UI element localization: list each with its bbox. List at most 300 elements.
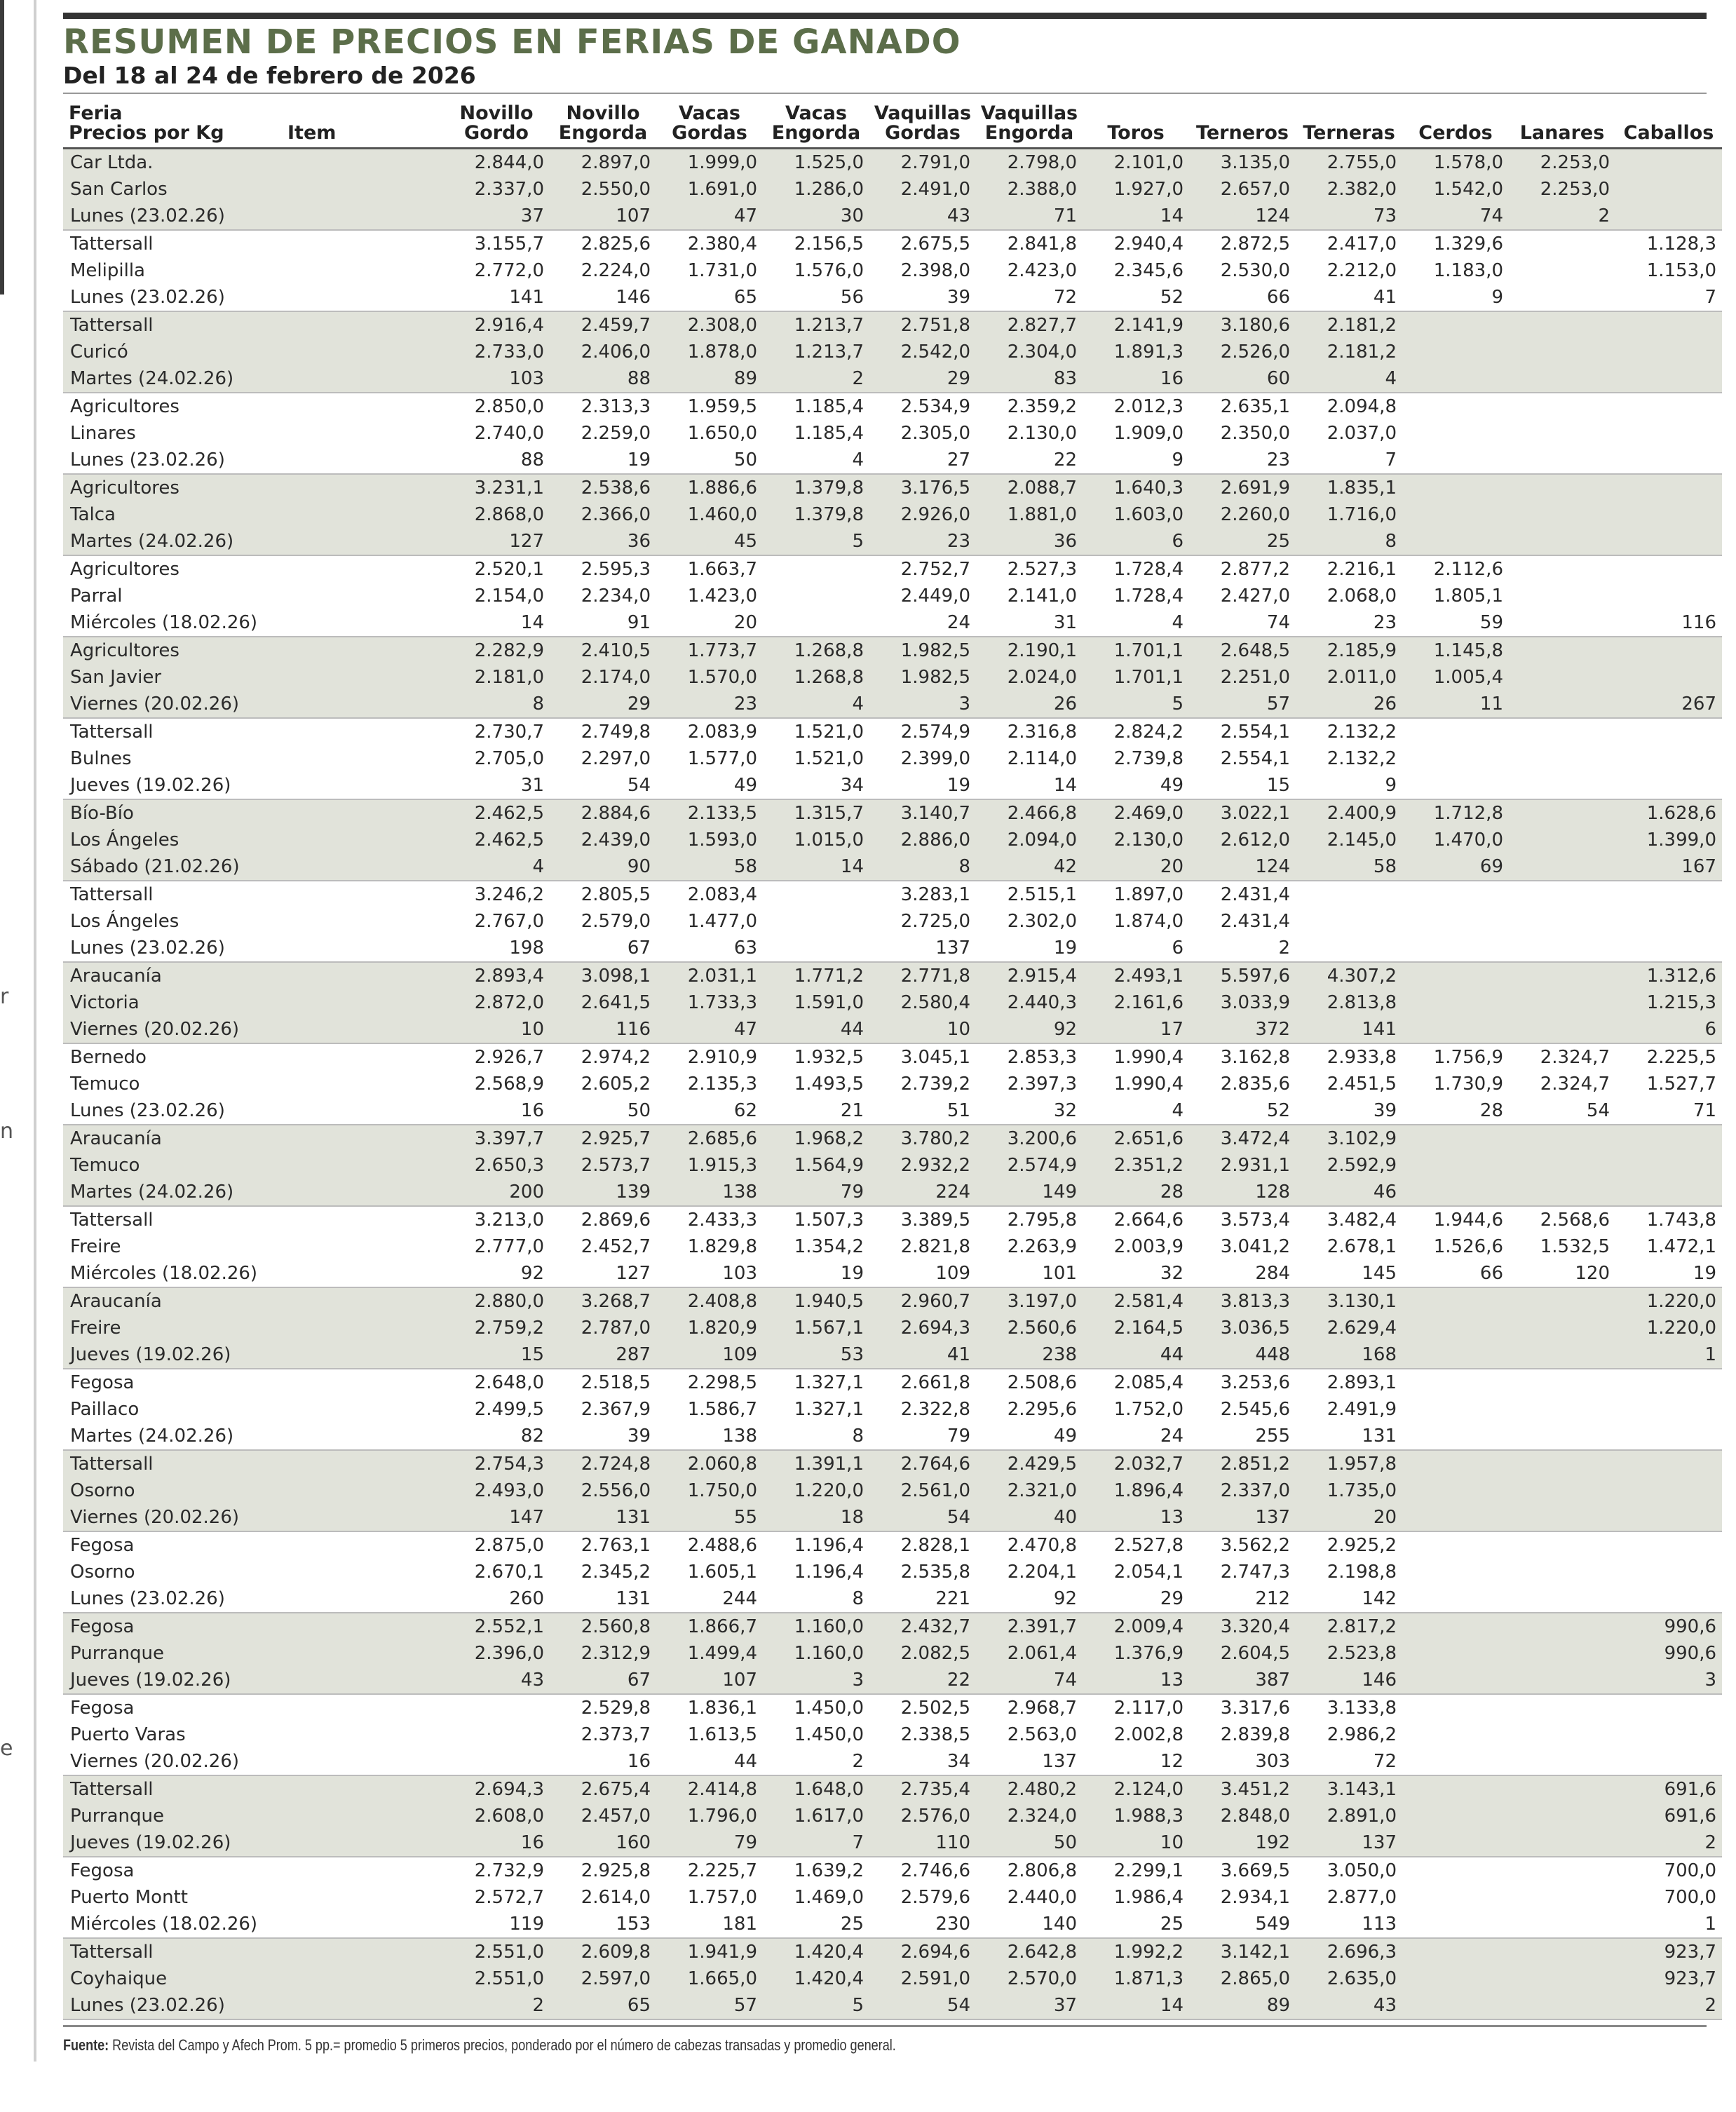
item-cell [282, 1640, 443, 1667]
price-cell: 1.940,5 [763, 1287, 869, 1315]
price-cell: 19 [1615, 1260, 1722, 1287]
price-cell [1509, 1884, 1615, 1911]
feria-cell: Tattersall [63, 1775, 282, 1803]
price-cell: 2.031,1 [656, 962, 763, 989]
price-cell: 19 [550, 447, 656, 474]
price-cell: 1.376,9 [1083, 1640, 1189, 1667]
item-cell [282, 447, 443, 474]
price-cell [1509, 420, 1615, 447]
price-cell: 146 [1296, 1667, 1402, 1694]
price-cell: 2.733,0 [443, 339, 550, 365]
price-cell [1615, 583, 1722, 609]
table-row [63, 1396, 1722, 1423]
item-cell [282, 881, 443, 908]
price-cell: 1.220,0 [1615, 1287, 1722, 1315]
price-cell: 3.253,6 [1220, 1372, 1290, 1393]
price-cell: 2.893,4 [443, 962, 550, 989]
price-cell [1402, 935, 1509, 962]
table-row [63, 1315, 1722, 1341]
price-cell [1509, 1829, 1615, 1857]
price-cell: 2.841,8 [1007, 233, 1077, 255]
price-cell: 1.145,8 [1402, 637, 1509, 664]
table-row [63, 1097, 1722, 1125]
price-cell: 2.493,0 [443, 1477, 550, 1504]
price-cell: 90 [550, 853, 656, 881]
feria-cell: Miércoles (18.02.26) [63, 609, 282, 637]
price-cell: 2.538,6 [550, 474, 656, 501]
price-cell: 2.398,0 [900, 260, 970, 281]
price-cell: 57 [1189, 691, 1296, 718]
table-row [63, 1965, 1722, 1992]
price-cell: 198 [443, 935, 550, 962]
price-cell: 47 [656, 1016, 763, 1043]
feria-cell: Lunes (23.02.26) [63, 203, 282, 230]
price-cell [1509, 1721, 1615, 1748]
feria-cell: Sábado (21.02.26) [63, 853, 282, 881]
item-cell [282, 1369, 443, 1396]
price-cell [1509, 1911, 1615, 1938]
price-cell: 2.968,7 [1007, 1698, 1077, 1719]
price-cell [1615, 149, 1722, 177]
price-cell: 79 [869, 1423, 976, 1450]
price-cell: 2.974,2 [581, 1047, 651, 1068]
feria-cell: Bulnes [70, 748, 132, 769]
price-cell: 2.886,0 [869, 827, 976, 853]
price-cell [1509, 1667, 1615, 1694]
price-cell: 2.916,4 [443, 311, 550, 339]
price-cell: 1.379,8 [763, 501, 869, 528]
price-cell: 124 [1189, 853, 1296, 881]
item-cell [282, 718, 443, 745]
item-cell [282, 1965, 443, 1992]
price-cell: 1.909,0 [1113, 423, 1184, 444]
price-cell: 131 [550, 1585, 656, 1613]
price-cell: 2.527,8 [1113, 1535, 1184, 1556]
item-cell [282, 420, 443, 447]
price-cell: 1.420,4 [763, 1938, 869, 1965]
price-cell [1402, 1992, 1509, 2019]
price-cell [1402, 1179, 1509, 1206]
price-cell [1402, 1938, 1509, 1965]
price-cell [1615, 420, 1722, 447]
price-cell: 16 [1083, 365, 1189, 393]
price-cell: 2.312,9 [550, 1640, 656, 1667]
price-cell [1615, 1396, 1722, 1423]
price-cell: 1.213,7 [763, 339, 869, 365]
price-cell: 2 [1615, 1992, 1722, 2019]
price-cell: 1.743,8 [1646, 1210, 1716, 1231]
price-cell: 2.396,0 [443, 1640, 550, 1667]
price-cell: 30 [763, 203, 869, 230]
table-row [63, 501, 1722, 528]
price-cell: 2.466,8 [976, 799, 1083, 827]
price-cell: 23 [1296, 609, 1402, 637]
price-cell: 2.350,0 [1220, 423, 1290, 444]
price-cell: 2.345,2 [581, 1562, 651, 1583]
price-cell [1402, 501, 1509, 528]
price-cell [1296, 881, 1402, 908]
price-cell: 69 [1402, 853, 1509, 881]
table-row [63, 1803, 1722, 1829]
price-cell: 2.304,0 [976, 339, 1083, 365]
price-cell [1509, 691, 1615, 718]
price-cell: 37 [976, 1992, 1083, 2019]
column-header: Toros [1107, 122, 1165, 144]
price-cell: 137 [1296, 1829, 1402, 1857]
price-cell [1509, 583, 1615, 609]
price-cell: 8 [763, 1423, 869, 1450]
price-cell: 1.521,0 [794, 722, 864, 743]
price-cell: 109 [656, 1341, 763, 1369]
item-cell [282, 853, 443, 881]
feria-cell: Tattersall [63, 311, 282, 339]
price-cell [1402, 1016, 1509, 1043]
price-cell: 2.891,0 [1296, 1803, 1402, 1829]
price-cell: 2.400,9 [1296, 799, 1402, 827]
price-cell: 2.083,4 [687, 884, 757, 905]
price-cell: 6 [1615, 1016, 1722, 1043]
price-cell [1509, 1531, 1615, 1559]
price-cell: 2.253,0 [1509, 149, 1615, 177]
price-cell: 2.747,3 [1220, 1562, 1290, 1583]
price-cell: 142 [1296, 1585, 1402, 1613]
price-cell: 9 [1083, 447, 1189, 474]
price-cell [1509, 853, 1615, 881]
price-cell: 2.502,5 [900, 1698, 970, 1719]
price-cell [1402, 772, 1509, 799]
feria-cell: Viernes (20.02.26) [63, 691, 282, 718]
price-cell [1509, 501, 1615, 528]
price-cell: 3.180,6 [1189, 311, 1296, 339]
price-cell: 6 [1083, 528, 1189, 555]
price-cell: 36 [976, 528, 1083, 555]
price-cell: 2.397,3 [1007, 1074, 1077, 1095]
item-cell [282, 1315, 443, 1341]
price-cell: 2.705,0 [474, 748, 544, 769]
price-cell: 2.488,6 [687, 1535, 757, 1556]
price-cell: 153 [550, 1911, 656, 1938]
price-cell: 691,6 [1615, 1803, 1722, 1829]
price-cell [1402, 1315, 1509, 1341]
price-cell: 2.181,2 [1296, 339, 1402, 365]
table-row [63, 176, 1722, 203]
price-cell: 52 [1083, 284, 1189, 311]
price-cell [1509, 664, 1615, 691]
price-cell: 2.650,3 [443, 1152, 550, 1179]
column-header: Cerdos [1418, 122, 1493, 144]
price-cell [1509, 1152, 1615, 1179]
price-cell [1615, 935, 1722, 962]
table-row [63, 989, 1722, 1016]
price-cell [1402, 1829, 1509, 1857]
item-cell [282, 691, 443, 718]
price-cell: 2.931,1 [1189, 1152, 1296, 1179]
price-cell: 2.568,9 [474, 1074, 544, 1095]
price-cell: 1.268,8 [763, 637, 869, 664]
price-cell: 74 [1402, 203, 1509, 230]
table-row [63, 339, 1722, 365]
price-cell: 2.117,0 [1113, 1698, 1184, 1719]
price-cell: 1.650,0 [687, 423, 757, 444]
price-cell: 7 [763, 1829, 869, 1857]
price-cell: 2.925,7 [550, 1125, 656, 1152]
price-cell: 2.130,0 [1007, 423, 1077, 444]
price-cell: 2.767,0 [474, 911, 544, 932]
price-cell: 2.491,9 [1327, 1399, 1397, 1420]
price-cell [1402, 365, 1509, 393]
feria-cell: Coyhaique [63, 1965, 282, 1992]
feria-cell: Martes (24.02.26) [63, 365, 282, 393]
price-cell: 2.926,7 [474, 1047, 544, 1068]
price-cell: 2.869,6 [581, 1210, 651, 1231]
price-cell: 2.817,2 [1296, 1613, 1402, 1640]
price-cell: 67 [550, 935, 656, 962]
price-cell: 2.068,0 [1327, 585, 1397, 607]
column-header: Caballos [1623, 122, 1714, 144]
price-cell: 39 [1296, 1097, 1402, 1125]
price-cell: 2.572,7 [474, 1887, 544, 1908]
price-cell: 3.573,4 [1220, 1210, 1290, 1231]
price-cell: 2 [1615, 1829, 1722, 1857]
price-cell: 2.641,5 [550, 989, 656, 1016]
price-cell: 44 [763, 1016, 869, 1043]
price-cell: 923,7 [1615, 1938, 1722, 1965]
price-cell: 1.944,6 [1433, 1210, 1503, 1231]
price-cell: 141 [443, 284, 550, 311]
price-cell: 2.101,0 [1083, 149, 1189, 177]
feria-cell: Curicó [63, 339, 282, 365]
table-row [63, 1694, 1722, 1721]
price-cell: 1.941,9 [656, 1938, 763, 1965]
price-cell: 2.114,0 [1007, 748, 1077, 769]
price-cell: 3.022,1 [1189, 799, 1296, 827]
price-cell [443, 1748, 550, 1775]
item-cell [282, 1071, 443, 1097]
table-row [63, 1450, 1722, 1477]
price-cell: 2.366,0 [550, 501, 656, 528]
header-rule [63, 93, 1707, 94]
price-cell: 2.408,8 [656, 1287, 763, 1315]
table-row [63, 1640, 1722, 1667]
price-cell [1402, 311, 1509, 339]
price-cell [1402, 528, 1509, 555]
price-cell: 691,6 [1615, 1775, 1722, 1803]
price-cell: 2.777,0 [474, 1236, 544, 1257]
price-cell: 2.060,8 [656, 1450, 763, 1477]
price-cell: 2.933,8 [1327, 1047, 1397, 1068]
table-row [63, 1613, 1722, 1640]
price-cell: 2.469,0 [1083, 799, 1189, 827]
feria-cell: Tattersall [70, 884, 154, 905]
price-cell [1509, 1504, 1615, 1531]
price-cell: 1.640,3 [1083, 474, 1189, 501]
column-header: Vaquillas Engorda [980, 102, 1078, 144]
price-cell: 990,6 [1615, 1613, 1722, 1640]
feria-cell: Agricultores [70, 396, 179, 417]
price-cell: 88 [443, 447, 550, 474]
price-cell: 2.462,5 [443, 827, 550, 853]
price-cell: 2.560,8 [550, 1613, 656, 1640]
price-cell: 2.009,4 [1083, 1613, 1189, 1640]
price-cell [1615, 1423, 1722, 1450]
price-cell: 3 [869, 691, 976, 718]
price-cell: 13 [1083, 1667, 1189, 1694]
price-cell: 255 [1189, 1423, 1296, 1450]
column-header: Novillo Gordo [459, 102, 534, 144]
price-cell: 2.313,3 [581, 396, 651, 417]
table-row [63, 447, 1722, 474]
price-cell: 2.678,1 [1327, 1236, 1397, 1257]
price-cell: 2.694,6 [869, 1938, 976, 1965]
price-cell [1402, 1775, 1509, 1803]
price-cell: 1.932,5 [794, 1047, 864, 1068]
price-cell: 2.012,3 [1113, 396, 1184, 417]
price-cell: 1.286,0 [763, 176, 869, 203]
price-cell: 2.399,0 [900, 748, 970, 769]
price-cell: 2.132,2 [1327, 722, 1397, 743]
price-cell: 19 [869, 772, 976, 799]
price-cell: 2.691,9 [1189, 474, 1296, 501]
price-cell: 120 [1509, 1260, 1615, 1287]
price-cell: 1.999,0 [656, 149, 763, 177]
item-cell [282, 1260, 443, 1287]
price-cell: 1.613,5 [687, 1724, 757, 1745]
price-cell: 2.839,8 [1220, 1724, 1290, 1745]
price-cell: 56 [763, 284, 869, 311]
price-cell: 2.305,0 [900, 423, 970, 444]
price-cell: 1.628,6 [1615, 799, 1722, 827]
price-cell: 119 [443, 1911, 550, 1938]
table-row [63, 1721, 1722, 1748]
feria-cell: Los Ángeles [63, 827, 282, 853]
column-header: Vacas Gordas [672, 102, 747, 144]
feria-cell: Melipilla [70, 260, 145, 281]
price-cell: 2.156,5 [794, 233, 864, 255]
price-cell: 20 [1296, 1504, 1402, 1531]
margin-letter: n [0, 1119, 14, 1144]
item-cell [282, 1341, 443, 1369]
price-cell: 1.990,4 [1113, 1047, 1184, 1068]
price-cell: 2.225,5 [1646, 1047, 1716, 1068]
feria-cell: Car Ltda. [63, 149, 282, 177]
price-cell [1509, 1125, 1615, 1152]
price-cell [1509, 962, 1615, 989]
table-row [63, 853, 1722, 881]
price-cell [1509, 1938, 1615, 1965]
price-cell: 149 [976, 1179, 1083, 1206]
price-cell: 28 [1402, 1097, 1509, 1125]
price-cell: 138 [656, 1179, 763, 1206]
price-cell: 1.988,3 [1083, 1803, 1189, 1829]
price-cell [1615, 393, 1722, 420]
price-cell: 2.388,0 [976, 176, 1083, 203]
price-cell: 2.925,8 [581, 1860, 651, 1881]
column-header: Lanares [1519, 122, 1605, 144]
price-cell: 62 [656, 1097, 763, 1125]
price-cell: 2.934,1 [1220, 1887, 1290, 1908]
price-cell: 2.732,9 [474, 1860, 544, 1881]
item-cell [282, 1559, 443, 1585]
price-cell: 73 [1296, 203, 1402, 230]
price-cell [1402, 1884, 1509, 1911]
table-row [63, 1667, 1722, 1694]
price-cell: 52 [1189, 1097, 1296, 1125]
price-cell: 13 [1083, 1504, 1189, 1531]
price-cell: 2.094,8 [1327, 396, 1397, 417]
table-row [63, 1043, 1722, 1071]
price-cell: 1.586,7 [687, 1399, 757, 1420]
price-cell: 2 [1509, 203, 1615, 230]
price-cell [1615, 447, 1722, 474]
price-cell: 128 [1189, 1179, 1296, 1206]
price-cell [1509, 799, 1615, 827]
price-cell: 15 [1189, 772, 1296, 799]
price-cell: 4 [1083, 609, 1189, 637]
price-cell: 63 [656, 935, 763, 962]
price-cell: 1.521,0 [794, 748, 864, 769]
price-cell: 1.730,9 [1433, 1074, 1503, 1095]
price-cell: 2.523,8 [1296, 1640, 1402, 1667]
item-cell [282, 284, 443, 311]
price-cell: 1.526,6 [1433, 1236, 1503, 1257]
table-row [63, 1206, 1722, 1233]
feria-cell: Jueves (19.02.26) [63, 1341, 282, 1369]
margin-letter: r [0, 984, 9, 1009]
price-cell: 2.675,5 [900, 233, 970, 255]
price-cell: 2.417,0 [1327, 233, 1397, 255]
price-cell: 19 [976, 935, 1083, 962]
price-cell: 3.231,1 [443, 474, 550, 501]
price-cell: 2.813,8 [1296, 989, 1402, 1016]
price-cell: 2.591,0 [869, 1965, 976, 1992]
price-cell [1615, 1450, 1722, 1477]
price-cell: 1.728,4 [1113, 585, 1184, 607]
item-cell [282, 393, 443, 420]
price-cell: 2.657,0 [1189, 176, 1296, 203]
price-cell: 32 [976, 1097, 1083, 1125]
table-row [63, 230, 1722, 257]
feria-cell: Talca [63, 501, 282, 528]
table-body [63, 149, 1722, 2020]
price-cell [1402, 881, 1509, 908]
table-row [63, 827, 1722, 853]
price-cell: 2.161,6 [1083, 989, 1189, 1016]
column-header-item: Item [287, 122, 337, 144]
price-cell: 26 [1296, 691, 1402, 718]
price-cell: 110 [869, 1829, 976, 1857]
price-cell: 27 [869, 447, 976, 474]
price-cell: 113 [1296, 1911, 1402, 1938]
price-cell: 2.439,0 [550, 827, 656, 853]
feria-cell: Jueves (19.02.26) [63, 1667, 282, 1694]
price-cell: 1.982,5 [869, 664, 976, 691]
price-cell: 1.196,4 [794, 1535, 864, 1556]
price-cell [1615, 474, 1722, 501]
table-row [63, 1992, 1722, 2019]
price-cell [1509, 881, 1615, 908]
price-cell: 2.926,0 [869, 501, 976, 528]
price-cell: 20 [1083, 853, 1189, 881]
price-cell: 1.525,0 [763, 149, 869, 177]
price-cell [1615, 203, 1722, 230]
table-row [63, 609, 1722, 637]
price-cell [1509, 1965, 1615, 1992]
price-cell [1509, 745, 1615, 772]
table-row [63, 1504, 1722, 1531]
price-cell: 24 [869, 609, 976, 637]
price-cell [1615, 339, 1722, 365]
table-row [63, 149, 1722, 177]
